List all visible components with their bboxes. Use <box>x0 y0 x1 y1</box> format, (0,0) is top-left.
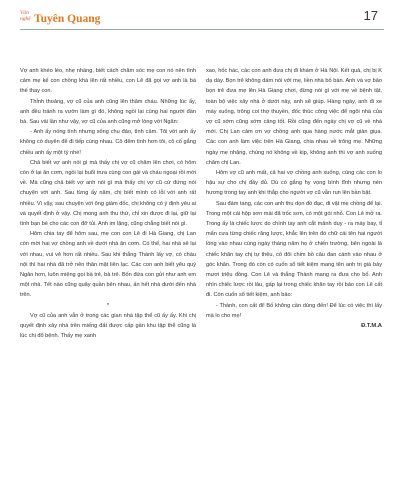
logo-word-van: Văn <box>20 10 29 16</box>
page-header <box>0 0 402 40</box>
paragraph: Sau đám tang, các con anh thu dọn đồ đạc, đi vật mẹ chồng để lại. Trong một cái hộp sơn mài đã trốc sơn, có một gói nhỏ. Con Lê mở ra. Trong ấy là chiếc lược do chính tay anh cắt mảnh duy - ra máy bay, tỉ mẩn cưa từng chiếc răng lược, khắc lên trên đó chữ cái tên hai người lồng vào nhau cùng ngày tháng năm họ ở chiến trường, bên ngoài là chiếc khăn tay chị tự thêu, có đôi chim bồ câu đan cánh vào nhau ở góc khăn. Trong đó còn có cuốn sổ tiết kiệm mang tên anh trị giá bảy mươi triệu đồng. Con Lê và thắng Thành mang ra đưa cho bố. Anh nhìn chiếc lược rồi lâu, gấp lại trong chiếc khăn tay rồi bảo con Lê cất đi. Còn cuốn sổ tiết kiệm, anh bảo: <box>206 200 382 299</box>
logo-word-nghe: nghệ <box>20 16 31 22</box>
right-column <box>206 66 382 331</box>
page-number: 17 <box>363 8 378 23</box>
section-separator: * <box>106 302 110 309</box>
header-rule <box>20 29 384 30</box>
left-column <box>20 66 196 341</box>
paragraph: - Thành, con cất đi! Bố không cần dùng đến! Để lúc có việc thì lấy mà lo cho mẹ! <box>206 302 382 319</box>
logo-title: Tuyên Quang <box>34 13 101 25</box>
paragraph: Vợ cũ của anh vẫn ở trong các gian nhà tập thể cũ ấy ấy. Khi chị quyết định xây nhà trên miếng đất được cấp gần khu tập thể cũng là lúc chị đổ bệnh. Thấy mẹ xanh <box>20 312 196 340</box>
paragraph: xao, hốc hác, các con anh đưa chị đi khám ở Hà Nội. Kết quả, chị bị K dạ dày. Bọn trẻ không dám nói với mẹ, liền nhà bố bàn. Anh và vợ bảo bọn trẻ đưa mẹ lên Hà Giang chơi, đừng nói gì với mẹ về bệnh tật, toàn bộ việc xây nhà ở dưới này, anh sẽ giúp. Hàng ngày, anh đi xe máy xuống, trông coi thợ thuyền, đốc thúc công việc để ngôi nhà của vợ cũ sớm cũng sớm cảng tốt. Rồi cũng đến ngày chị vợ cũ về nhà mới. Chị Lan cảm ơn vợ chồng anh qua hàng nước mắt giàn giụa. Các con anh làm việc trên Hà Giang, chia nhau về trông mẹ. Những ngày mẹ nhặng, chúng nó không về kịp, không anh thì vợ anh xuống chăm chị Lan. <box>206 68 382 166</box>
paragraph: - Anh ấy nóng tính nhưng sống chu đáo, tình cảm. Tôi với anh ấy không có duyên để đi tiếp cùng nhau. Cô đêm tình hơn tôi, cô cố gắng chiều anh ấy một tý nhé! <box>20 129 196 156</box>
author-signature: Đ.T.M.A <box>361 323 382 330</box>
paragraph: Chả biết vợ anh nói gì mà thấy chị vợ cũ chăm lên chơi, có hôm còn ở lại ăn cơm, ngồi lại buổi trưa cùng con gái và cháu ngoại rồi mới về. Mà cũng chả biết vợ anh nói gì mà thấy chị vợ cũ cứ đứng nói chuyện với anh. Sau từng ấy năm, chị biết mình có lỗi với anh rất nhiều. Vì vậy, sau chuyện với ông giám đốc, chị không có ý định yêu ai và quyết định ở vậy. Chị mong anh thu thứ, chỉ xin được đi lại, giữ lại tình bạn bè cho các con đỡ tủi. Anh im lặng, cũng chẳng biết nói gì. <box>20 159 196 228</box>
paragraph: Vợ anh khéo léo, nhẹ nhàng, biết cách chăm sóc mẹ con nó nên tình cảm mẹ kế con chồng khá lên rất nhiều, con Lê đã gọi vợ anh là bà thế thay con. <box>20 68 196 95</box>
paragraph: Hôm chia tay để hôm sau, mẹ con con Lê đi Hà Giang, chị Lan còn mời hai vợ chồng anh về dưới nhà ăn cơm. Có thể, hai nhà sẽ lại với nhau, vui vẻ hơn rất nhiều. Sau khi thắng Thành lấy vợ, có cháu nội thì hai nhà đã trở nên thân mật liên lạc. Các con anh biết yêu quý Ngân hơn, luôn miệng gọi bà trẻ, bà trẻ. Bốn đứa con gửi như anh em một nhà. Tết nào cũng quây quần bên nhau, ấn hết nhà dưới đến nhà trên. <box>20 231 196 299</box>
paragraph: Hôm vợ cũ anh mất, cả hai vợ chồng anh xuống, cùng các con lo hậu sự cho chị đầy đủ. Dù có gắng hy vọng bình tĩnh nhưng nén hương trong tay anh khi thắp cho người vợ cũ vẫn run lên bần bật. <box>206 170 382 197</box>
paragraph: Thỉnh thoảng, vợ cũ của anh cũng lên thăm cháu. Những lúc ấy, anh đều tránh ra vườn làm gì đó, không ngồi lại cùng hai người đàn bà. Sau vài lần như vậy, vợ cũ của anh cũng mở lòng với Ngân: <box>20 98 196 126</box>
